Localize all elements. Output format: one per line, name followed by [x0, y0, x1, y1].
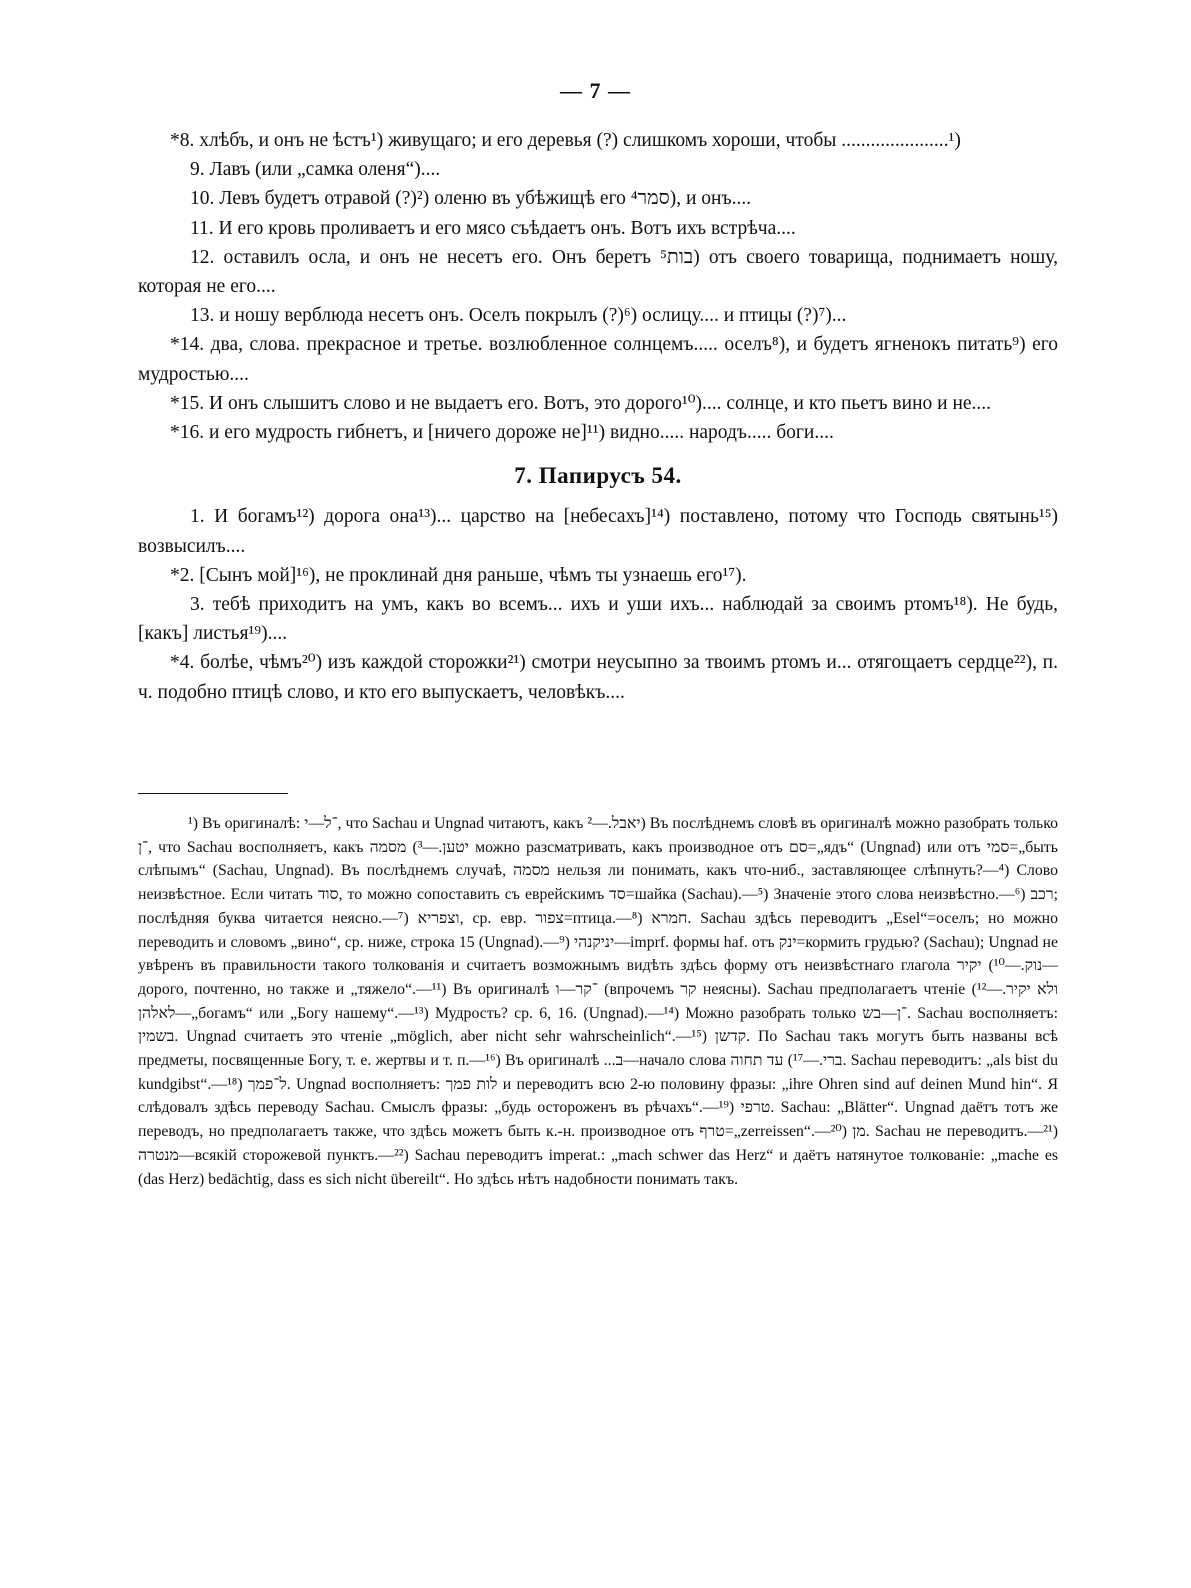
text-line-12: 12. оставилъ осла, и онъ не несетъ его. Онъ беретъ בות⁵) отъ своего товарища, поднимаетъ ношу, которая не его.... — [138, 246, 1058, 298]
papyrus-line-1: 1. И богамъ¹²) дорога она¹³)... царство на [небесахъ]¹⁴) поставлено, потому что Господь святынь¹⁵) возвысилъ.... — [138, 506, 1058, 557]
footnotes — [138, 812, 1058, 1191]
papyrus-line-4: *4. болѣе, чѣмъ²⁰) изъ каждой сторожки²¹) смотри неусыпно за твоимъ ртомъ и... отягощаетъ сердце²²), п. ч. подобно птицѣ слово, и кто его выпускаетъ, человѣкъ.... — [138, 652, 1058, 703]
text-line-14: *14. два, слова. прекрасное и третье. возлюбленное солнцемъ..... оселъ⁸), и будетъ ягненокъ питать⁹) его мудростью.... — [138, 334, 1058, 385]
papyrus-line-3: 3. тебѣ приходитъ на умъ, какъ во всемъ... ихъ и уши ихъ... наблюдай за своимъ ртомъ¹⁸). Не будь, [какъ] листья¹⁹).... — [138, 594, 1058, 645]
text-line-11: 11. И его кровь проливаетъ и его мясо съѣдаетъ онъ. Вотъ ихъ встрѣча.... — [190, 217, 796, 239]
text-line-9: 9. Лавъ (или „самка оленя“).... — [190, 159, 441, 181]
text-line-8: *8. хлѣбъ, и онъ не ѣстъ¹) живущаго; и его деревья (?) слишкомъ хороши, чтобы ......................¹) — [170, 130, 961, 151]
text-line-13: 13. и ношу верблюда несетъ онъ. Оселъ покрылъ (?)⁶) ослицу.... и птицы (?)⁷)... — [190, 305, 847, 327]
papyrus-line-2: *2. [Сынъ мой]¹⁶), не проклинай дня раньше, чѣмъ ты узнаешь его¹⁷). — [170, 564, 747, 586]
text-line-10: 10. Левъ будетъ отравой (?)²) оленю въ убѣжищѣ его סמר⁴), и онъ.... — [190, 188, 752, 210]
page-number: — 7 — — [560, 78, 631, 103]
text-line-15: *15. И онъ слышитъ слово и не выдаетъ его. Вотъ, это дорого¹⁰).... солнце, и кто пьетъ вино и не.... — [170, 392, 992, 414]
footnotes-text: ¹) Въ оригиналѣ: ־ל—י, что Sachau и Ungnad читаютъ, какъ יאבל.—²) Въ послѣднемъ словѣ въ оригиналѣ можно разобрать только ־ן, что Sachau восполняетъ, какъ יטען.—³) מסמה можно разсматривать, какъ производное отъ סם=„ядъ“ (Ungnad) или отъ סמי=„быть слѣпымъ“ (Sachau, Ungnad). Въ послѣднемъ случаѣ, מסמה нельзя ли понимать, какъ что-ниб., заставляющее слѣпнуть?—⁴) Слово неизвѣстное. Если читать סוד, то можно сопоставить съ еврейскимъ סד=шайка (Sachau).—⁵) Значеніе этого слова неизвѣстно.—⁶) רכב; послѣдняя буква читается неясно.—⁷) וצפריא, ср. евр. צפור=птица.—⁸) חמרא. Sachau здѣсь переводитъ „Esel“=оселъ; но можно переводить и словомъ „вино“, ср. ниже, строка 15 (Ungnad).—⁹) יניקנהי—imprf. формы haf. отъ ינק=кормить грудью? (Sachau); Ungnad не увѣренъ въ правильности такого толкованія и считаетъ возможнымъ видѣть здѣсь форму отъ неизвѣстнаго глагола נוק.—¹⁰) יקיר—дорого, почтенно, но также и „тяжело“.—¹¹) Въ оригиналѣ ־קר—ו (впрочемъ קר неясны). Sachau предполагаетъ чтеніе ולא יקיר.—¹²) לאלהן—„богамъ“ или „Богу нашему“.—¹³) Мудрость? ср. 6, 16. (Ungnad).—¹⁴) Можно разобрать только ־ן—בש. Sachau восполняетъ: בשמין. Ungnad считаетъ это чтеніе „möglich, aber nicht sehr wahrscheinlich“.—¹⁵) קדשן. По Sachau такъ могутъ быть названы всѣ предметы, посвященные Богу, т. е. жертвы и т. п.—¹⁶) Въ оригиналѣ ...ב—начало слова ברי.—¹⁷) עד תחוה. Sachau переводитъ: „als bist du kundgibst“.—¹⁸) ל־פמך. Ungnad восполняетъ: לות פמך и переводитъ всю 2-ю половину фразы: „ihre Ohren sind auf deinen Mund hin“. Я слѣдовалъ здѣсь переводу Sachau. Смыслъ фразы: „будь остороженъ въ рѣчахъ“.—¹⁹) טרפי. Sachau: „Blätter“. Ungnad даётъ тотъ же переводъ, но предполагаетъ также, что здѣсь можетъ быть к.-н. производное отъ טרף=„zerreissen“.—²⁰) מן. Sachau не переводитъ.—²¹) מנטרה—всякій сторожевой пунктъ.—²²) Sachau переводитъ imperat.: „mach schwer das Herz“ и даётъ натянутое толкованіе: „mache es (das Herz) bedächtig, dass es sich nicht übereilt“. Но здѣсь нѣтъ надобности понимать такъ. — [138, 815, 1059, 1188]
text-line-16: *16. и его мудрость гибнетъ, и [ничего дороже не]¹¹) видно..... народъ..... боги.... — [170, 422, 834, 444]
footnote-divider — [138, 793, 288, 794]
main-text — [138, 126, 1058, 707]
section-title: 7. Папирусъ 54. — [514, 463, 682, 489]
